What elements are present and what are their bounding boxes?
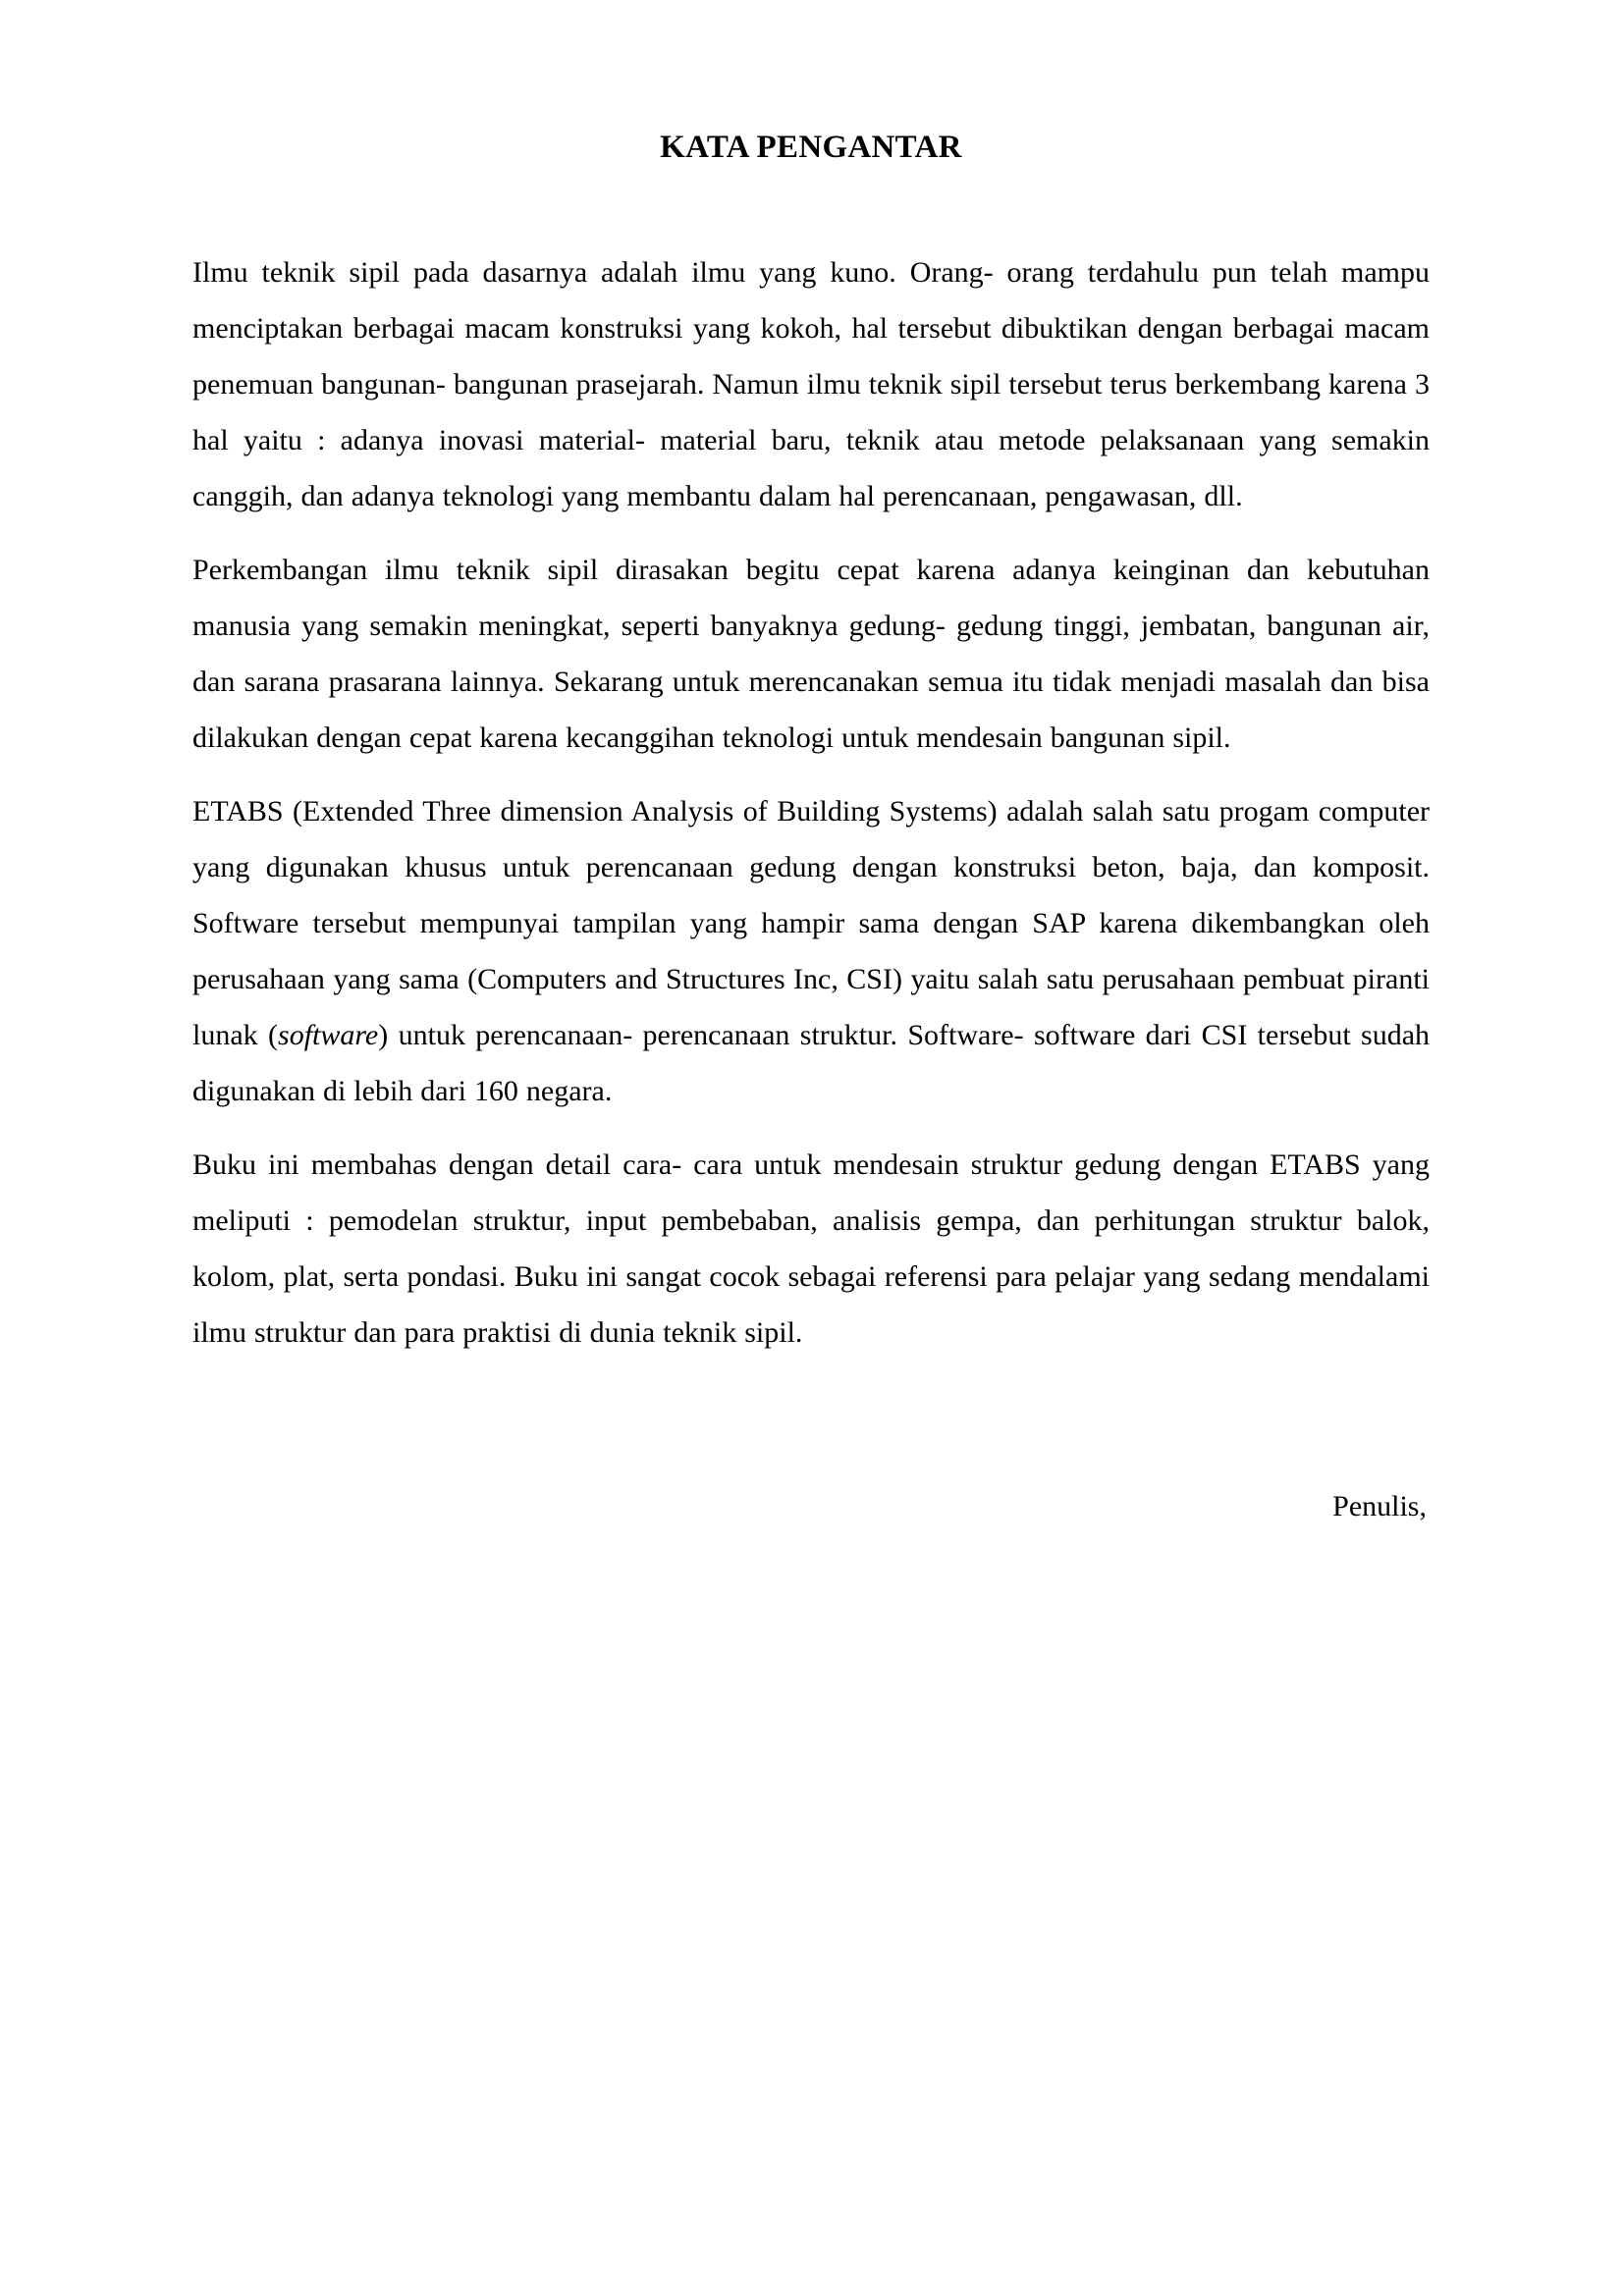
paragraph-1: Ilmu teknik sipil pada dasarnya adalah ilmu yang kuno. Orang- orang terdahulu pun telah mampu menciptakan berbagai macam konstruksi yang kokoh, hal tersebut dibuktikan dengan berbagai macam penemuan bangunan- bangunan prasejarah. Namun ilmu teknik sipil tersebut terus berkembang karena 3 hal yaitu : adanya inovasi material- material baru, teknik atau metode pelaksanaan yang semakin canggih, dan adanya teknologi yang membantu dalam hal perencanaan, pengawasan, dll. (192, 255, 1430, 512)
page-title: KATA PENGANTAR (660, 130, 962, 165)
paragraph-4: Buku ini membahas dengan detail cara- cara untuk mendesain struktur gedung dengan ETABS yang meliputi : pemodelan struktur, input pembebaban, analisis gempa, dan perhitungan struktur balok, kolom, plat, serta pondasi. Buku ini sangat cocok sebagai referensi para pelajar yang sedang mendalami ilmu struktur dan para praktisi di dunia teknik sipil. (192, 1148, 1430, 1349)
paragraph-3-segment-plain-2: ) untuk perencanaan- perencanaan struktur. Software- software dari CSI tersebut sudah digunakan di lebih dari 160 negara. (192, 1018, 1431, 1107)
signature-label: Penulis, (1332, 1489, 1427, 1522)
paragraph-3-segment-plain-1: ETABS (Extended Three dimension Analysis of Building Systems) adalah salah satu progam computer yang digunakan khusus untuk perencanaan gedung dengan konstruksi beton, baja, dan komposit. Software tersebut mempunyai tampilan yang hampir sama dengan SAP karena dikembangkan oleh perusahaan yang sama (Computers and Structures Inc, CSI) yaitu salah satu perusahaan pembuat piranti lunak ( (192, 794, 1430, 1051)
paragraph-2: Perkembangan ilmu teknik sipil dirasakan begitu cepat karena adanya keinginan dan kebutuhan manusia yang semakin meningkat, seperti banyaknya gedung- gedung tinggi, jembatan, bangunan air, dan sarana prasarana lainnya. Sekarang untuk merencanakan semua itu tidak menjadi masalah dan bisa dilakukan dengan cepat karena kecanggihan teknologi untuk mendesain bangunan sipil. (192, 553, 1430, 754)
body-text (192, 244, 1430, 1534)
page-content (192, 0, 1430, 1534)
paragraph-3 (192, 783, 1430, 1119)
signature-block (192, 1478, 1430, 1534)
paragraph-3-segment-italic: software (278, 1018, 379, 1051)
